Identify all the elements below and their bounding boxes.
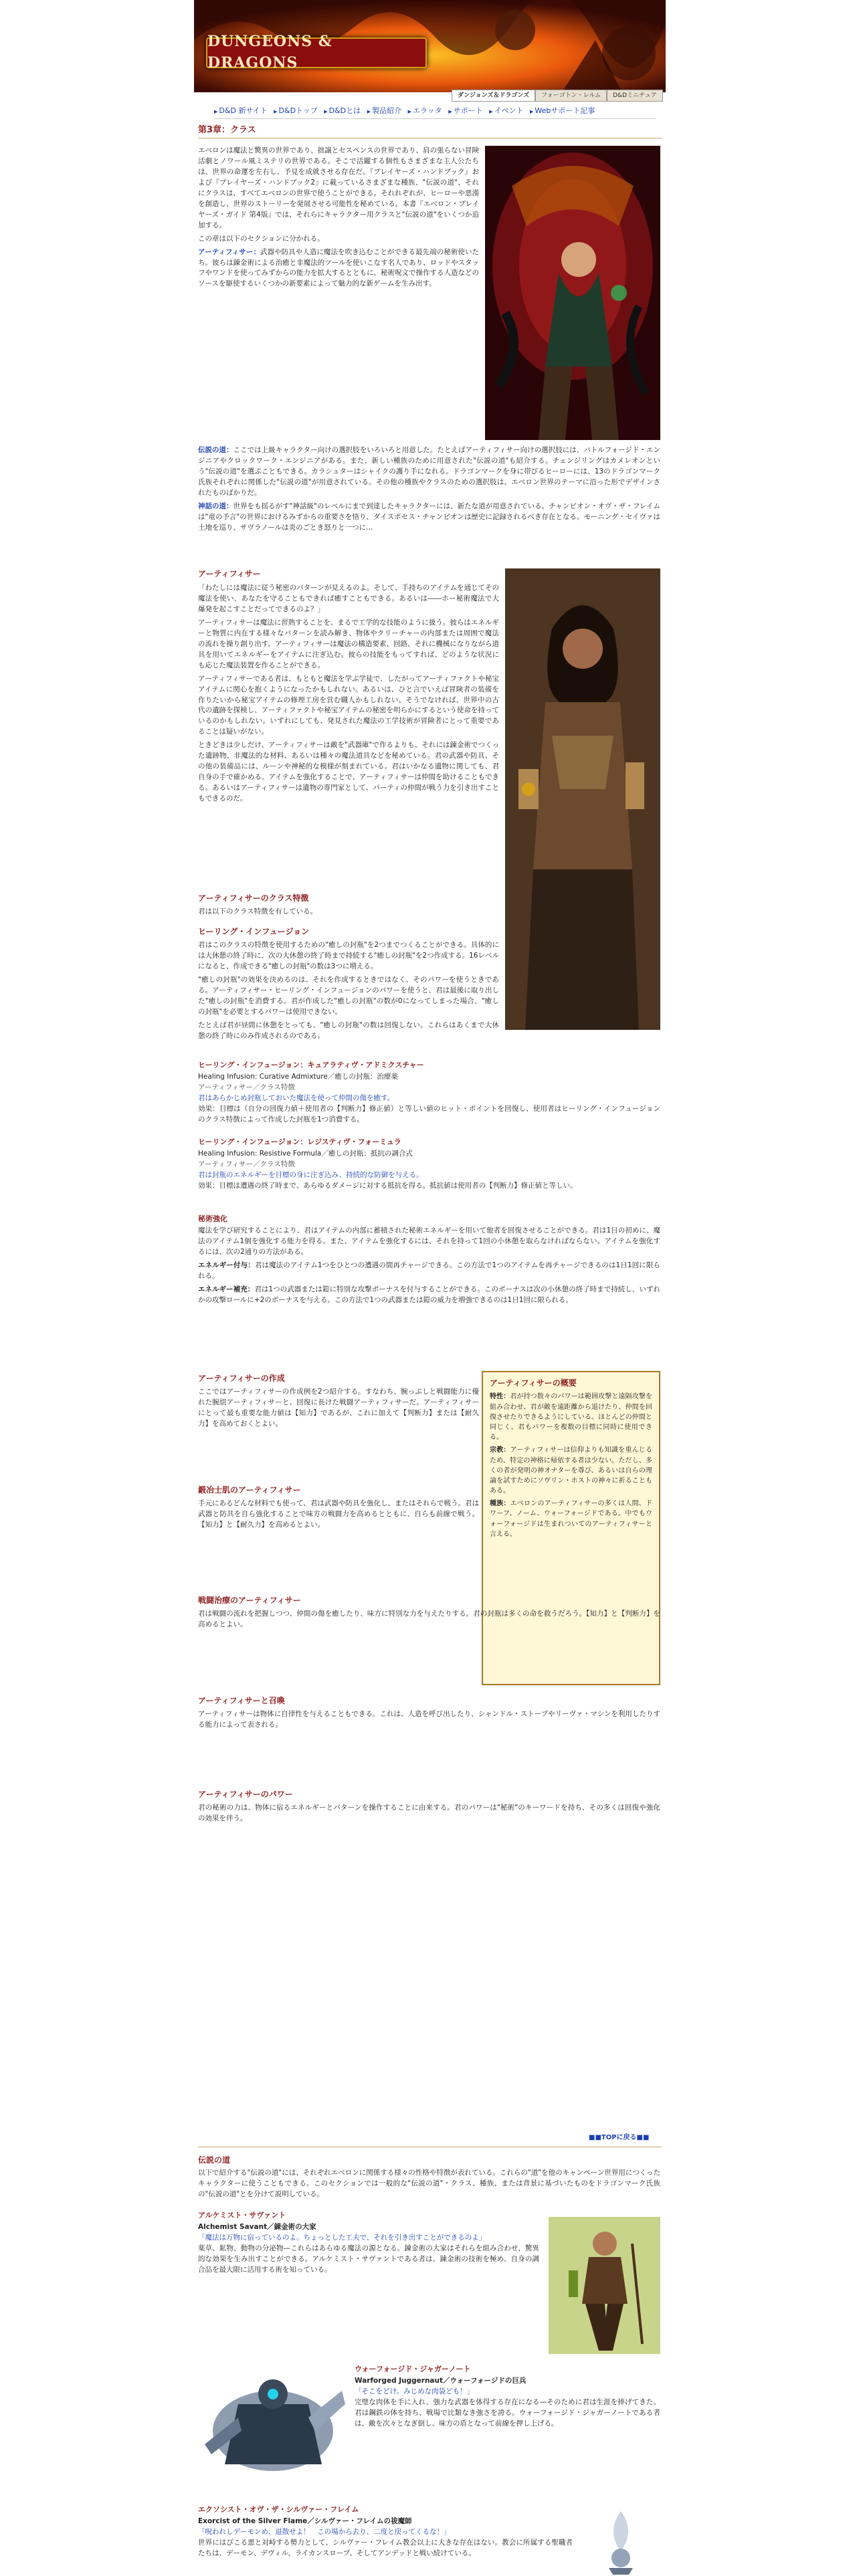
section-desc: 世界をも揺るがす"神話級"のレベルにまで到達したキャラクターには、新たな道が用意されている。チャンピオン・オヴ・ザ・フレイムは"竜の予言"の世界におけるみずからの重要さを悟り、ダイスポセス・チャンピオンは歴史に記録されるべき存在となる。モーニング・セイヴァは土地を巡り、サヴラノールは炎のごとき怒りと一つに… (198, 502, 661, 532)
intro-paragraph: エベロンは魔法と驚異の世界であり、拙譲とセスペンスの世界であり、肩の張らない冒険活劇とノワール風ミステリの世界である。そこで活躍する個性もさまざまな主人公たちは、世界の命運を左右し、予見を成就させる存在だ。『プレイヤーズ・ハンドブック』および『プレイヤーズ・ハンドブック2』に載っているさまざまな種族、"伝説の道"、それにクラスは、すべてエベロンの世界で使うことができる。それれぞれが、ヒーローや悪漢を創造し、世界のストーリーを発展させる可能性を秘めている。本書『エベロン・プレイヤーズ・ガイド 第4版』では、それらにキャラクター用クラスと"伝説の道"をいくつか追加する。 (198, 146, 479, 229)
paragon-intro: 以下で紹介する"伝説の道"には、それぞれエベロンに関係する様々の性格や特徴が表れている。これらの"道"を他のキャンペーン世界用につくったキャラクターに使うこともできる。このセクションでは一般的な"伝説の道"・クラス、種族、または背景に基づいたものをドラゴンマーク氏族の"伝説の道"とを分けて説明している。 (198, 2169, 660, 2198)
warforged-title: ウォーフォージド・ジャガーノート (355, 2365, 471, 2373)
artificer-paragraph: アーティフィサーである者は、もともと魔法を学ぶ学徒で、したがってアーティファクトや秘宝アイテムに関心を抱くようになったかもしれない。あるいは、ひと言でいえば冒険者の装備を作りたいから秘宝アイテムの修理工房を営む職人かもしれない。そうでなければ、世界中の古代の遺跡を探検し、アーティファクトや秘宝アイテムの秘密を明らかにするという使命を持っているのかもしれない。いずれにしても、発見された魔法の工学技術が冒険者にとって重要であることは疑いがない。 (198, 674, 499, 736)
sidebar-paragraph (490, 1499, 652, 1539)
tab-dnd[interactable]: ダンジョンズ＆ドラゴンズ (452, 90, 535, 102)
alchemist-text: 薬草、鉱物、動物の分泌物—これらはあらゆる魔法の源となる。錬金術の大家はそれらを組み合わせ、驚異的な効果を生み出すことができる。アルケミスト・サヴァントである者は、錬金術の技術を極め、自身の調合品を最大限に活用する術を知っている。 (198, 2244, 539, 2274)
power-type: アーティフィサー／クラス特徴 (198, 1083, 295, 1091)
arcane-label: エネルギー補充： (198, 1285, 255, 1293)
power-effect: 効果：目標は（自分の回復力値＋使用者の【判断力】修正値）と等しい値のヒット・ポイントを回復し、使用者はヒーリング・インフュージョンのクラス特徴によって作成した封瓶を1つ消費する。 (198, 1104, 660, 1123)
warforged-quote: 「そこをどけ。みじめな肉袋ども！」 (355, 2387, 474, 2395)
sidebar-label: 特性： (490, 1393, 510, 1401)
chapter-title: 第3章：クラス (198, 125, 256, 135)
exorcist-text: 世界にはびこる悪と対峙する勢力として、シルヴァー・フレイム教会以上に大きな存在はない。教会に所属する聖職者たちは、デーモン、デヴィル、ライカンスロープ、そしてアンデッドと戦い続けている。 (198, 2538, 573, 2557)
intro-paragraph (198, 502, 660, 534)
artificer-woman-illustration (505, 568, 660, 1030)
power-type: アーティフィサー／クラス特徴 (198, 1160, 295, 1168)
nav-support[interactable]: ▶ サポート (448, 106, 482, 115)
arcane-heading: 秘術強化 (198, 1214, 227, 1223)
alchemist-illustration (549, 2217, 660, 2354)
exorcist-en: Exorcist of the Silver Flame／シルヴァー・フレイムの祓魔師 (198, 2517, 412, 2525)
nav-events[interactable]: ▶ イベント (489, 106, 523, 115)
intro-text (198, 146, 479, 440)
common-concepts-heading: アーティフィサーと召喚 (198, 1696, 285, 1705)
banner-tabs (452, 90, 663, 102)
healing-infusion-text (198, 940, 499, 1051)
class-features-text: 君は以下のクラス特徴を有している。 (198, 907, 318, 916)
warforged-block (355, 2376, 660, 2496)
battlesmith-heading: 鍛冶士肌のアーティフィサー (198, 1485, 301, 1495)
alchemist-quote: 「魔法は万物に宿っているのよ。ちょっとした工夫で、それを引き出すことができるのよ」 (198, 2233, 486, 2242)
arcane-desc: 君は1つの武器または鎧に特別な攻撃ボーナスを付与することができる。このボーナスは次の小休憩の終了時まで持続し、いずれかの攻撃ロールに+2のボーナスを与える。この方法で1つの武器または鎧の威力を増強できるのは1日1回に限られる。 (198, 1285, 660, 1304)
sidebar-heading: アーティフィサーの概要 (490, 1378, 577, 1388)
sidebar-label: 宗教： (490, 1446, 510, 1455)
section-desc: ここでは上級キャラクター向けの選択肢をいろいろと用意した。たとえばアーティフィサー向けの選択肢には、バトルフォージド・エンジニアやクロックワーク・エンジニアがある。また、新しい種族のために用意された"伝説の道"も紹介する。チェンジリングはカメレオンという"伝説の道"を選ぶこともできる。カラシュターはシャイクの護り手になれる。ドラゴンマークを身に帯びるヒーローには、13のドラゴンマーク氏族それぞれに関係した"伝説の道"が用意されている。その他の種族やクラスのための選択肢は、エベロン世界のテーマに沿った形でデザインされたものばかりだ。 (198, 446, 660, 497)
power-en-name: Healing Infusion: Curative Admixture／癒しの封瓶：治療薬 (198, 1073, 398, 1081)
sidebar-label: 種族： (490, 1500, 510, 1508)
sidebar-desc: アーティフィサーは信仰よりも知識を重んじるため、特定の神格に帰依する者は少ない。ただし、多くの者が発明の神オナターを尊び、あるいは自らの理論を試すためにソヴリン・ホストの神々に祈ることもある。 (490, 1446, 652, 1495)
power-block (198, 1072, 660, 1125)
sidebar-text (490, 1392, 652, 1539)
sidebar-desc: 君が持つ数々のパワーは範囲攻撃と遠隔攻撃を組み合わせ、君が敵を遠距離から退けたり、仲間を回復させたりできるようにしている。ほとんどの仲間と同じく、君もパワーを複数の目標に同時に使用できる。 (490, 1393, 653, 1442)
nav-errata[interactable]: ▶ エラッタ (408, 106, 442, 115)
arcane-paragraph (198, 1285, 660, 1306)
battlesmith-text: 手元にあるどんな材料でも使って、君は武器や防具を強化し、またはそれらで戦う。君は武器と防具を自ら強化することで味方の戦闘力を高めるとともに、自らも前線で戦う。【知力】と【耐久力】を高めるとよい。 (198, 1499, 479, 1529)
alchemist-block (198, 2222, 539, 2359)
intro-paragraph (198, 247, 479, 290)
nav-about[interactable]: ▶ D&Dとは (324, 106, 361, 115)
logo-text: DUNGEONS & DRAGONS (207, 33, 332, 72)
page (194, 0, 666, 2576)
warforged-en: Warforged Juggernaut／ウォーフォージドの巨兵 (355, 2377, 527, 2385)
healing-paragraph: たとえば君が昼間に休憩をとっても、"癒しの封瓶"の数は回復しない。これらはあくまで大休憩の終了時にのみ作成されるのである。 (198, 1021, 499, 1040)
arcane-paragraph: 魔法を学び研究することにより、君はアイテムの内部に蓄積された秘術エネルギーを用いて他者を回復させることができる。君は1日の初めに、魔法のアイテム1個を強化する能力を得る。また、アイテムを強化するには、それを持って1回の小休憩を取らなければならない。アイテムを強化するには、次の2通りの方法がある。 (198, 1226, 660, 1256)
intro-paragraph: この章は以下のセクションに分かれる。 (198, 234, 324, 243)
sidebar-desc: エベロンのアーティフィサーの多くは人間、ドワーフ、ノーム、ウォーフォージドである。中でもウォーフォージドは生まれついてのアーティフィサーと言える。 (490, 1500, 652, 1538)
nav-web-articles[interactable]: ▶ Webサポート記事 (530, 106, 595, 115)
site-banner (194, 0, 666, 92)
power-title: ヒーリング・インフュージョン：レジスティヴ・フォーミュラ (198, 1138, 401, 1146)
nav-new-site[interactable]: ▶ D&D 新サイト (214, 106, 268, 115)
warforged-text: 完璧な肉体を手に入れ、強力な武器を体得する存在になる—そのために君は生涯を捧げてきた。君は鋼鉄の体を持ち、戦場で比類なき強さを誇る。ウォーフォージド・ジャガーノートである者は、敵を次々となぎ倒し、味方の盾となって前線を押し上げる。 (355, 2397, 660, 2428)
arcane-text (198, 1226, 660, 1360)
power-effect: 効果：目標は遭遇の終了時まで、あらゆるダメージに対する抵抗を得る。抵抗値は使用者の【判断力】修正値と等しい。 (198, 1181, 577, 1190)
power-flavor: 君は封瓶のエネルギーを目標の身に注ぎ込み、持続的な防御を与える。 (198, 1170, 423, 1179)
exorcist-title: エクソシスト・オヴ・ザ・シルヴァー・フレイム (198, 2505, 359, 2514)
artificer-paragraph: ときどきは少しだけ、アーティフィサーは敵を"武器庫"で作るよりも、それには錬金術でつくった遺跡物、非魔法的な材料、あるいは種々の魔法道具などを秘めている。君の武器や防具、その他の装備品には、ルーンや神秘的な模様が刻まれている。君はいかなる遺物に関しても、君自身の手で確かめる。アイテムを強化することで、アーティフィサーは仲間を助けることもできる。あるいはアーティフィサーは遺物の専門家として、パーティの仲間が戦う力を引き出すこともできるのだ。 (198, 741, 499, 803)
arcane-desc: 君は魔法のアイテム1つをひとつの遭遇の間再チャージできる。この方法で1つのアイテムを再チャージできるのは1日1回に限られる。 (198, 1261, 661, 1280)
tab-miniatures[interactable]: D&Dミニチュア (607, 90, 663, 102)
nav-products[interactable]: ▶ 製品紹介 (367, 106, 401, 115)
artificer-powers-heading: アーティフィサーのパワー (198, 1790, 293, 1799)
power-en-name: Healing Infusion: Resistive Formula／癒しの封瓶：抵抗の調合式 (198, 1150, 413, 1158)
power-block (198, 1149, 660, 1202)
arcane-paragraph (198, 1261, 660, 1282)
battlefield-heading: 戦闘治療のアーティフィサー (198, 1596, 301, 1605)
creating-heading: アーティフィサーの作成 (198, 1374, 285, 1383)
exorcist-quote: 「呪われしデーモンめ、退散せよ！ この場から去り、二度と戻ってくるな！」 (198, 2527, 451, 2536)
sidebar-paragraph (490, 1445, 652, 1496)
healing-infusion-heading: ヒーリング・インフュージョン (198, 927, 310, 936)
section-desc: 武器や防具や人造に魔法を吹き込むことができる最先端の秘術使いたち。彼らは錬金術による治癒と非魔法的ツールを使いこなす名人であり、ロッドやスタッフやワンドを使ってみずからの能力を拡大するとともに、秘術呪文で操作する人造などのソースを駆使するいくつかの新要素によって魅力的な新ゲームを生み出す。 (198, 247, 479, 288)
creating-text: ここではアーティフィサーの作成例を2つ紹介する。すなわち、腕っぷしと戦闘能力に優れた腕組アーティフィサーと、回復に長けた戦闘アーティフィサーだ。アーティフィサーにとって最も重要な能力値は【知力】であるが、これに加えて【判断力】または【耐久力】を高めておくとよい。 (198, 1388, 479, 1428)
battlefield-text: 君は戦闘の流れを把握しつつ、仲間の傷を癒したり、味方に特別な力を与えたりする。君の封瓶は多くの命を救うだろう。【知力】と【判断力】を高めるとよい。 (198, 1610, 660, 1628)
section-label: 神話の道： (198, 502, 233, 510)
exorcist-block (198, 2516, 573, 2574)
dnd-logo[interactable] (206, 33, 427, 72)
sidebar-paragraph (490, 1392, 652, 1442)
artificer-illustration (485, 146, 660, 440)
arcane-label: エネルギー付与： (198, 1261, 255, 1269)
paragon-heading: 伝説の道 (198, 2155, 231, 2165)
section-label: アーティフィサー： (198, 247, 260, 256)
section-label: 伝説の道： (198, 446, 233, 454)
alchemist-title: アルケミスト・サヴァント (198, 2211, 286, 2220)
artificer-text (198, 583, 499, 884)
back-to-top-link[interactable]: ■■TOPに戻る■■ (589, 2134, 650, 2141)
healing-paragraph: "癒しの封瓶"の効果を決めるのは、それを作成するときではなく、そのパワーを使うときである。アーティフィサー・ヒーリング・インフュージョンのパワーを使うと、君は最後に取り出した"癒しの封瓶"を消費する。君が作成した"癒しの封瓶"の数が0になってしまった場合、"癒しの封瓶"を必要とするパワーは使用できない。 (198, 975, 499, 1016)
class-features-heading: アーティフィサーのクラス特徴 (198, 893, 309, 903)
power-flavor: 君はあらかじめ封瓶しておいた魔法を使って仲間の傷を癒す。 (198, 1093, 395, 1102)
warforged-illustration (198, 2364, 349, 2484)
exorcist-illustration (582, 2504, 660, 2575)
artificer-quote: 「わたしには魔法に従う秘密のパターンが見えるのよ。そして、手持ちのアイテムを通じてその魔法を使い、あなたを守ることもできれば癒すこともできる。あるいは――ホー秘術魔法で大爆発を起こすことだってできるのよ？」 (198, 584, 499, 613)
main-nav (214, 106, 656, 119)
artificer-powers-text: 君の秘術の力は、物体に宿るエネルギーとパターンを操作することに由来する。君のパワーは"秘術"のキーワードを持ち、その多くは回復や強化の効果を伴う。 (198, 1804, 660, 1822)
artificer-heading: アーティフィサー (198, 569, 261, 578)
alchemist-en: Alchemist Savant／錬金術の大家 (198, 2223, 316, 2231)
healing-paragraph: 君はこのクラスの特徴を使用するための"癒しの封瓶"を2つまでつくることができる。具体的には大休憩の終了時に、次の大休憩の終了時まで持続する"癒しの封瓶"を2つ作成する。16レベルになると、作成できる"癒しの封瓶"の数は3つに増える。 (198, 941, 499, 970)
intro-paragraph (198, 445, 660, 499)
power-title: ヒーリング・インフュージョン：キュアラティヴ・アドミクスチャー (198, 1061, 424, 1069)
path-definitions (198, 445, 660, 562)
artificer-paragraph: アーティフィサーは魔法に習熟することを、まるで工学的な技能のように扱う。彼らはエネルギーと物質に内在する様々なパターンを読み解き、物体やクリーチャーの内部または周囲で魔法の流れを操り創り出す。アーティフィサーは魔法の構造要素、回路、それに機械になりながら道具を用いてエネルギーをアイテムに注ぎ込む。彼らの技能をもってすれば、どのような状況にも応じた魔法装置を作ることができる。 (198, 618, 499, 669)
tab-forgotten-realms[interactable]: フォーゴトン・レルム (535, 90, 607, 102)
nav-top[interactable]: ▶ D&Dトップ (274, 106, 318, 115)
common-concepts-text: アーティフィサーは物体に自律性を与えることもできる。これは、人造を呼び出したり、シャンドル・ストーブやリーヴァ・マシンを利用したりする能力によって表される。 (198, 1710, 660, 1729)
